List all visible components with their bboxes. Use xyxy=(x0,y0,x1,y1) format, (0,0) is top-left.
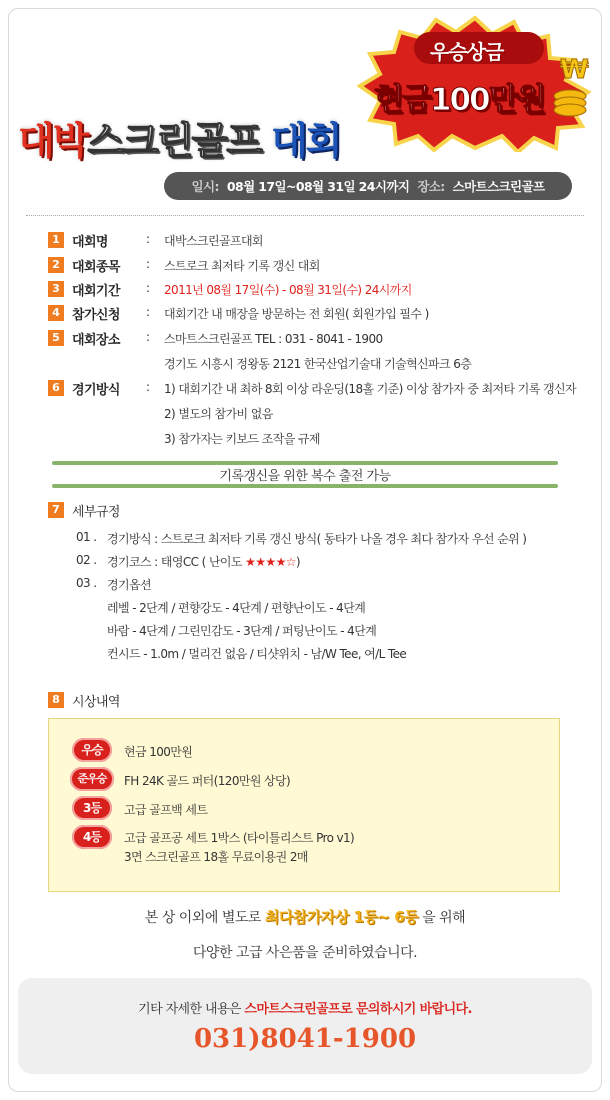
badge-line1: 우승상금 xyxy=(430,40,504,64)
item-colon: : xyxy=(146,232,151,246)
item-value: 2011년 08월 17일(수) - 08월 31일(수) 24시까지 xyxy=(164,283,412,297)
item-number: 2 xyxy=(48,257,64,273)
rank-badge: 준우승 xyxy=(70,767,114,791)
page-title xyxy=(18,110,341,163)
divider xyxy=(26,215,584,216)
item-label: 대회명 xyxy=(72,235,108,250)
item-value: 스트로크 최저타 기록 갱신 대회 xyxy=(164,259,320,273)
title-part1: 대박 xyxy=(18,119,88,163)
item-number: 8 xyxy=(48,692,64,708)
prize-badge xyxy=(352,14,598,152)
item-colon: : xyxy=(146,305,151,319)
notice-bar-bottom xyxy=(52,484,558,488)
item-number: 5 xyxy=(48,330,64,346)
rule-text-end: ) xyxy=(295,555,300,569)
info-place: 스마트스크린골프 xyxy=(452,179,545,194)
prize-text: FH 24K 골드 퍼터(120만원 상당) xyxy=(124,774,291,788)
extra-prize-pre: 본 상 이외에 별도로 xyxy=(144,910,265,926)
rule-text-main: 경기코스 : 태영CC ( 난이도 xyxy=(107,555,246,569)
item-colon: : xyxy=(146,281,151,295)
item-value: 대박스크린골프대회 xyxy=(164,234,263,248)
item-value: 스마트스크린골프 TEL : 031 - 8041 - 1900 xyxy=(164,332,383,346)
item-number: 1 xyxy=(48,232,64,248)
rule-text: 경기옵션 xyxy=(107,578,151,592)
item-value: 대회기간 내 매장을 방문하는 전 회원( 회원가입 필수 ) xyxy=(164,307,429,321)
item-value-line2: 경기도 시흥시 정왕동 2121 한국산업기술대 기술혁신파크 6층 xyxy=(164,357,472,371)
prize-text-line2: 3면 스크린골프 18홀 무료이용권 2매 xyxy=(124,850,308,864)
extra-prize-highlight: 최다참가자상 1등~ 6등 xyxy=(264,908,419,926)
rule-number: 01 . xyxy=(76,530,97,544)
rank-badge: 3등 xyxy=(72,796,112,820)
prize-text: 고급 골프공 세트 1박스 (타이틀리스트 Pro v1) xyxy=(124,831,355,845)
option-line: 컨시드 - 1.0m / 멀리건 없음 / 티샷위치 - 남/W Tee, 여/L Tee xyxy=(107,647,407,661)
rank-badge: 4등 xyxy=(72,825,112,849)
extra-prize-note xyxy=(0,906,610,927)
item-value: 1) 대회기간 내 최하 8회 이상 라운딩(18홀 기준) 이상 참가자 중 최저타 기록 갱신자 xyxy=(164,382,576,396)
item-number: 6 xyxy=(48,380,64,396)
extra-prize-post: 을 위해 xyxy=(418,910,466,926)
info-date-label: 일시: xyxy=(191,179,219,194)
item-label: 대회종목 xyxy=(72,260,120,275)
coins-icon xyxy=(548,56,592,120)
extra-prize-note-line2: 다양한 고급 사은품을 준비하였습니다. xyxy=(192,945,418,961)
item-number: 4 xyxy=(48,305,64,321)
item-number: 3 xyxy=(48,281,64,297)
rule-text: 경기방식 : 스트로크 최저타 기록 갱신 방식( 동타가 나올 경우 최다 참가자 우선 순위 ) xyxy=(107,532,527,546)
prize-text: 현금 100만원 xyxy=(124,745,193,759)
svg-text:₩: ₩ xyxy=(560,56,589,85)
notice-text: 기록갱신을 위한 복수 출전 가능 xyxy=(219,469,391,484)
difficulty-stars: ★★★★☆ xyxy=(245,555,296,569)
prizes-label: 시상내역 xyxy=(72,695,120,710)
item-label: 참가신청 xyxy=(72,308,120,323)
contact-red: 스마트스크린골프로 문의하시기 바랍니다. xyxy=(244,1002,472,1017)
contact-pre: 기타 자세한 내용은 xyxy=(138,1002,245,1017)
item-value-line3: 3) 참가자는 키보드 조작을 규제 xyxy=(164,432,320,446)
item-label: 경기방식 xyxy=(72,383,120,398)
info-place-label: 장소: xyxy=(417,179,445,194)
rank-badge: 우승 xyxy=(72,738,112,762)
page-frame xyxy=(8,8,602,1092)
title-part3: 대회 xyxy=(270,119,341,163)
item-colon: : xyxy=(146,330,151,344)
item-value-line2: 2) 별도의 참가비 없음 xyxy=(164,407,273,421)
item-colon: : xyxy=(146,380,151,394)
contact-line xyxy=(18,998,592,1017)
rule-number: 03 . xyxy=(76,576,97,590)
info-bar xyxy=(164,172,572,200)
item-number: 7 xyxy=(48,502,64,518)
rule-number: 02 . xyxy=(76,553,97,567)
prize-text: 고급 골프백 세트 xyxy=(124,803,208,817)
contact-box xyxy=(18,978,592,1074)
item-label: 대회기간 xyxy=(72,284,120,299)
badge-line2: 현금100만원 xyxy=(374,82,545,118)
info-date: 08월 17일~08월 31일 24시까지 xyxy=(226,179,410,194)
item-colon: : xyxy=(146,257,151,271)
rule-text xyxy=(107,553,300,570)
option-line: 바람 - 4단계 / 그린민감도 - 3단계 / 퍼팅난이도 - 4단계 xyxy=(107,624,377,638)
contact-phone[interactable]: 031)8041-1900 xyxy=(193,1024,417,1054)
title-part2: 스크린골프 xyxy=(87,119,261,163)
rules-label: 세부규정 xyxy=(72,505,120,520)
option-line: 레벨 - 2단계 / 편향강도 - 4단계 / 편향난이도 - 4단계 xyxy=(107,601,366,615)
item-label: 대회장소 xyxy=(72,333,120,348)
